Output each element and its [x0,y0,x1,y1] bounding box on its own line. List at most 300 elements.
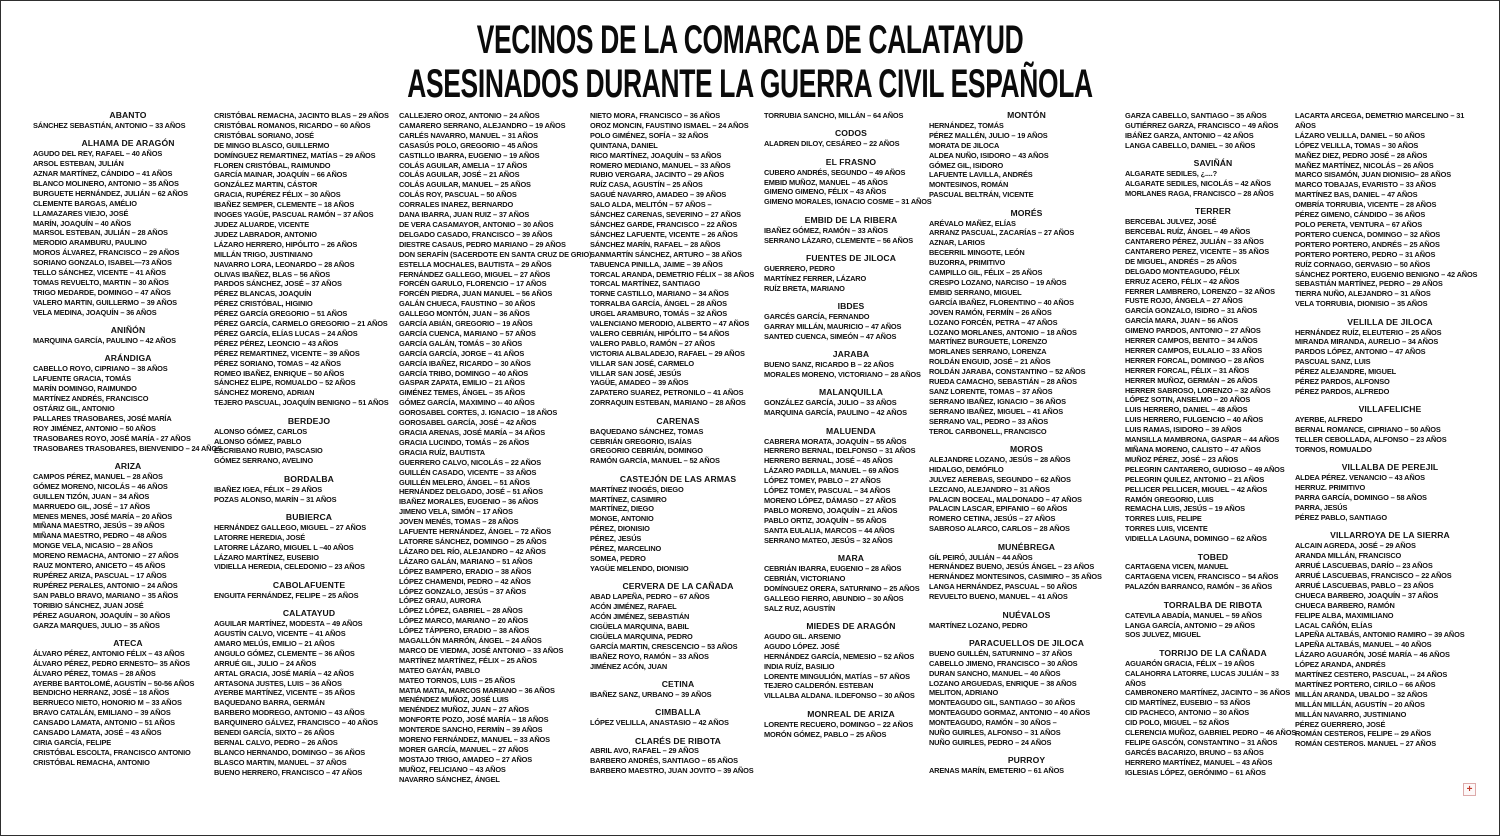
victim-entry: GUTIÉRREZ GARZA, FRANCISCO – 49 AÑOS [1125,120,1279,130]
victim-entry: IBAÑEZ MORALES, EUGENIO – 36 AÑOS [399,497,539,507]
victim-entry: CANTARERO PEREZ, VICENTE – 35 AÑOS [1125,246,1269,256]
victim-entry: GONZÁLEZ MARTIN, CÁSTOR [214,180,318,190]
victim-entry: MORALES MORENO, VICTORIANO – 28 AÑOS [764,370,921,380]
victim-entry: CAMPOS PÉREZ, MANUEL – 28 AÑOS [33,471,163,481]
victim-entry: LAFUENTE GRACIA, TOMÁS [33,374,131,384]
victim-entry: MIÑANA MORENO, CALISTO – 47 AÑOS [1125,445,1261,454]
victim-entry: GARCÍA TRIBO, DOMINGO – 40 AÑOS [399,368,529,378]
victim-entry: LATORRE HEREDIA, JOSÉ [214,532,306,542]
victim-entry: ROLDÁN ENGUID, JOSÉ – 21 AÑOS [929,357,1051,367]
victim-entry: JULVEZ AEREBAS, SEGUNDO – 62 AÑOS [929,474,1071,484]
victim-entry: RUÍZ BRETA, MARIANO [764,283,845,293]
victim-entry: SANMARTÍN SÁNCHEZ, ARTURO – 38 AÑOS [590,249,742,259]
victim-entry: IBAÑEZ SEMPER, CLEMENTE – 18 AÑOS [214,200,355,210]
victim-entry: MERODIO ARAMBURU, PAULINO [33,238,147,248]
victim-entry: GUERRERO, PEDRO [764,263,835,273]
victim-entry: SANTED CUENCA, SIMEÓN – 47 AÑOS [764,331,897,341]
victim-entry: GARCÍA CUENCA, MARIANO – 57 AÑOS [399,328,536,338]
victim-entry: VALENCIANO MERODIO, ALBERTO – 47 AÑOS [590,319,750,329]
column-8 [1295,111,1485,749]
victim-entry: ALADREN DILOY, CESÁREO – 22 AÑOS [764,139,900,149]
victim-entry: GRACIA LUCINDO, TOMÁS – 26 AÑOS [399,437,530,447]
victim-entry: CEBRIÁN IBARRA, EUGENIO – 28 AÑOS [764,563,902,573]
victim-entry: HERRER MUÑOZ, GERMÁN – 26 AÑOS [1125,375,1258,385]
victim-entry: MONGE VELA, NICASIO – 28 AÑOS [33,541,153,551]
victim-entry: CEBRIÁN, VICTORIANO [764,573,846,583]
column-7 [1125,111,1301,778]
victim-entry: PORTERO PORTERO, ANDRÉS – 25 AÑOS [1295,239,1440,249]
victim-entry: LUIS HERRERO, FULGENCIO – 40 AÑOS [1125,415,1264,425]
victim-entry: ROMEO IBAÑEZ, ENRIQUE – 50 AÑOS [214,368,345,378]
victim-entry: MARTÍNEZ, CASIMIRO [590,494,667,504]
victim-entry: ACÓN JIMÉNEZ, RAFAEL [590,602,677,612]
victim-entry: FLOREN CRISTÓBAL, RAIMUNDO [214,160,331,170]
victim-entry: GARCÍA GARCÍA, JORGE – 41 AÑOS [399,348,525,358]
victim-entry: TEJERO CALDERÓN. ESTEBAN [764,681,874,691]
victim-entry: GÓMEZ GARCÍA, MAXIMINO -- 40 AÑOS [399,398,535,408]
victim-entry: PÉREZ SORIANO, TOMAS – 42 AÑOS [214,358,341,368]
town-header: BUBIERCA [285,511,333,522]
victim-entry: GARCÍA MARA, JUAN – 56 AÑOS [1125,316,1238,326]
town-header: BERDEJO [287,415,331,426]
town-header: VILLARROYA DE LA SIERRA [1330,530,1450,541]
victim-entry: MARTÍNEZ BURGUETE, LORENZO [929,337,1048,347]
victim-entry: MARTÍNEZ BAS, DANIEL – 47 AÑOS [1295,190,1418,200]
victim-entry: GRACIA ARENAS, JOSÉ MARÍA – 34 AÑOS [399,428,546,437]
victim-entry: RAUZ MONTERO, ANICETO – 45 AÑOS [33,561,166,571]
victim-entry: MARTÍNEZ FERRER, LÁZARO [764,273,867,283]
victim-entry: CARLÉS NAVARRO, MANUEL – 31 AÑOS [399,130,539,140]
victim-entry: NUÑO GUIRLES, PEDRO – 24 AÑOS [929,737,1052,747]
victim-entry: LÁZARO AGUARÓN, JOSÉ MARÍA – 46 AÑOS [1295,650,1450,660]
victim-entry: CARTAGENA VICEN, MANUEL [1125,562,1229,572]
victim-entry: DANA IBARRA, JUAN RUIZ – 37 AÑOS [399,210,530,220]
victim-entry: ÁLVARO PÉREZ, TOMAS – 28 AÑOS [33,668,156,678]
victim-entry: HERNÁNDEZ DELGADO, JOSÉ – 51 AÑOS [399,487,543,497]
victim-entry: CRISTÓBAL REMACHA, JACINTO BLAS – 29 AÑOS [214,111,389,120]
victim-entry: RICO MARTÍNEZ, JOAQUÍN – 53 AÑOS [590,150,722,160]
victim-entry: EMBID MUÑOZ, MANUEL – 45 AÑOS [764,177,888,187]
column-2 [214,111,404,778]
victim-entry: AYERBE MARTÍNEZ, VICENTE – 35 AÑOS [214,688,355,698]
victim-entry: LAPEÑA ALTABÁS, MANUEL – 40 AÑOS [1295,640,1432,650]
victim-entry: SÁNCHEZ MORENO, ADRIAN [214,388,315,398]
victim-entry: DE MINGO BLASCO, GUILLERMO [214,140,330,150]
victim-entry: ABAD LAPEÑA, PEDRO – 67 AÑOS [590,592,710,602]
victim-entry: PORTERO PORTERO, PEDRO – 31 AÑOS [1295,249,1436,259]
victim-entry: TRIGO MEDARDE, DOMINGO – 47 AÑOS [33,287,171,297]
victim-entry: TOMAS REVUELTO, MARTIN – 30 AÑOS [33,278,169,287]
victim-entry: GREGORIO CEBRIÁN, DOMINGO [590,446,703,456]
victim-entry: MIÑANA MAESTRO, JESÚS – 39 AÑOS [33,521,165,531]
victim-entry: AGUDO DEL REY, RAFAEL – 40 AÑOS [33,149,163,159]
victim-entry: RAMÓN GREGORIO, LUIS [1125,494,1214,504]
victim-entry: BERCEBAL JULVEZ, JOSÉ [1125,217,1217,227]
victim-entry: JIMENO VELA, SIMÓN – 17 AÑOS [399,507,513,517]
victim-entry: ALGARATE SEDILES, ¿....? [1125,169,1217,179]
page-title-line-1: VECINOS DE LA COMARCA DE CALATAYUD [476,18,1024,62]
victim-entry: CID POLO, MIGUEL – 52 AÑOS [1125,718,1230,728]
victim-entry: HERRER CAMPOS, BENITO – 34 AÑOS [1125,336,1258,346]
victim-entry: URGEL ARAMBURO, TOMÁS – 32 AÑOS [590,309,728,319]
victim-entry: MARÍN, JOAQUÍN – 40 AÑOS [33,218,131,228]
victim-entry: FORCÉN GARULO, FLORENCIO – 17 AÑOS [399,279,547,289]
victim-entry: ABRIL AVO, RAFAEL – 29 AÑOS [590,746,699,756]
victim-entry: AZNAR, LARIOS [929,238,985,248]
town-header: CALATAYUD [282,608,336,619]
victim-entry: GARRAY MILLÁN, MAURICIO – 47 AÑOS [764,321,902,331]
victim-entry: POZAS ALONSO, MARÍN – 31 AÑOS [214,494,337,504]
victim-entry: ANGULO GÓMEZ, CLEMENTE – 36 AÑOS [214,648,355,658]
victim-entry: AGUSTÍN CALVO, VICENTE – 41 AÑOS [214,629,346,638]
victim-entry: LÓPEZ VELILLA, ANASTASIO – 42 AÑOS [590,718,729,728]
victim-entry: PALACIN LASCAR, EPIFANIO – 60 AÑOS [929,504,1068,514]
victim-entry: PÉREZ GARCÍA GREGORIO – 51 AÑOS [214,309,348,319]
victim-entry: LÓPEZ TOMEY, PABLO – 27 AÑOS [764,476,881,486]
victim-entry: VELA TORRUBIA, DIONISIO – 35 AÑOS [1295,299,1428,309]
victim-entry: CHUECA BARBERO, RAMÓN [1295,600,1395,610]
town-header: JARABA [832,349,870,360]
victim-entry: CHUECA BARBERO, JOAQUÍN – 37 AÑOS [1295,590,1439,600]
victim-entry: LÁZARO VELILLA, DANIEL – 50 AÑOS [1295,130,1425,140]
victim-entry: LÓPEZ ARANDA, ANDRÉS [1295,660,1386,670]
victim-entry: MARQUINA GARCÍA, PAULINO – 42 AÑOS [33,336,176,346]
missing-image-placeholder-icon[interactable] [1463,783,1476,796]
victim-entry: VILLAR SAN JOSÉ, JESÚS [590,368,682,378]
victim-entry: PÉREZ PÉREZ, LEONCIO – 43 AÑOS [214,338,339,348]
victim-entry: OMBRÍA TORRUBIA, VICENTE – 28 AÑOS [1295,200,1437,210]
victim-entry: LOZANO MORLANES, ANTONIO – 18 AÑOS [929,327,1077,337]
town-header: PURROY [1007,755,1046,766]
victim-entry: HERNÁNDEZ, TOMÁS [929,120,1004,130]
victim-entry: ROMÁN CESTEROS, FELIPE -- 29 AÑOS [1295,729,1432,739]
victim-entry: MENES MENES, JOSÉ MARÍA – 20 AÑOS [33,511,173,521]
victim-entry: CANTARERO PÉREZ, JULIÁN – 33 AÑOS [1125,236,1264,246]
town-header: CARENAS [656,415,700,426]
victim-entry: LÓPEZ SOTIN, ANSELMO – 20 AÑOS [1125,395,1251,405]
victim-entry: GRACIA, RUPÉREZ FÉLIX – 30 AÑOS [214,190,341,200]
victim-entry: ALDEA PÉREZ. VENANCIO – 43 AÑOS [1295,473,1425,483]
victim-entry: GALLEGO MONTÓN, JUAN – 36 AÑOS [399,309,530,319]
victim-entry: GARCÍA MAINAR, JOAQUÍN – 66 AÑOS [214,170,348,180]
victim-entry: HERNÁNDEZ GALLEGO, MIGUEL – 27 AÑOS [214,522,367,532]
victim-entry: MORENO LÓPEZ, DÁMASO – 27 AÑOS [764,496,896,505]
victim-entry: LAPEÑA ALTABÁS, ANTONIO RAMIRO – 39 AÑOS [1295,630,1465,640]
victim-entry: ZORRAQUIN ESTEBAN, MARIANO – 28 AÑOS [590,398,746,408]
victim-entry: OLIVAS IBAÑEZ, BLAS – 56 AÑOS [214,269,330,279]
victim-entry: DURAN SANCHO, MANUEL – 40 AÑOS [929,668,1061,678]
victim-entry: TORCAL MARTÍNEZ, SANTIAGO [590,279,701,289]
victim-entry: LOZANO FORCÉN, PETRA – 47 AÑOS [929,317,1058,327]
victim-entry: ARANDA MILLÁN, FRANCISCO [1295,551,1402,561]
victim-entry: GARCÍA MARTIN, CRESCENCIO – 53 AÑOS [590,641,738,651]
victim-entry: LANGA GARCÍA, ANTONIO – 29 AÑOS [1125,620,1255,630]
victim-entry: GÓMEZ SERRANO, AVELINO [214,456,313,466]
victim-entry: LÓPEZ CHAMENDI, PEDRO – 42 AÑOS [399,576,531,586]
victim-entry: LÓPEZ GRAU, AURORA [399,596,482,606]
victim-entry: CABRERA MORATA, JOAQUÍN – 55 AÑOS [764,436,907,446]
victim-entry: JOVEN MENÉS, TOMAS – 28 AÑOS [399,517,519,527]
victim-entry: CLERENCIA MUÑOZ, GABRIEL PEDRO – 46 AÑOS [1125,728,1297,738]
victim-entry: DON SERAFÍN (SACERDOTE EN SANTA CRUZ DE GRIO) [399,249,592,259]
victim-entry: GARZA MARQUES, JULIO – 35 AÑOS [33,620,160,630]
town-header: MALUENDA [826,425,876,436]
town-header: TOBED [1197,551,1229,562]
victim-entry: GARCÍA GONZALO, ISIDRO – 31 AÑOS [1125,306,1258,316]
victim-entry: NAVARRO SÁNCHEZ, ÁNGEL [399,774,500,784]
victim-entry: TORNOS, ROMUALDO [1295,445,1372,454]
column-1 [33,111,223,768]
victim-entry: CORRALES INAREZ, BERNARDO [399,200,514,210]
victim-entry: DOMÍNGUEZ REMARTINEZ, MATÍAS – 29 AÑOS [214,150,376,160]
victim-entry: CALLEJERO OROZ, ANTONIO – 24 AÑOS [399,111,540,120]
victim-entry: PÉREZ AGUARON, JOAQUÍN – 30 AÑOS [33,610,171,620]
victim-entry: MARÍN DOMINGO, RAIMUNDO [33,384,137,394]
victim-entry: ACÓN JIMÉNEZ, SEBASTIÁN [590,612,690,621]
victim-entry: COLÁS AGUILAR, AMELIA – 17 AÑOS [399,160,528,170]
victim-entry: LATORRE SÁNCHEZ, DOMINGO – 25 AÑOS [399,536,547,546]
town-header: CETINA [661,678,695,689]
victim-entry: ESTELLA MOCHALES, BAUTISTA – 29 AÑOS [399,259,552,269]
victim-entry: MONGE, ANTONIO [590,514,654,524]
victim-entry: HERRER CAMPOS, EULALIO – 33 AÑOS [1125,345,1263,355]
town-header: CASTEJÓN DE LAS ARMAS [619,473,737,484]
victim-entry: COLÁS ROY, PASCUAL – 50 AÑOS [399,190,517,200]
victim-entry: CASASÚS POLO, GREGORIO – 45 AÑOS [399,140,538,150]
victim-entry: VILLAR SAN JOSÉ, CARMELO [590,358,694,368]
victim-entry: DE MIGUEL, ANDRÉS – 25 AÑOS [1125,256,1237,266]
victim-entry: BAQUEDANO BARRA, GERMÁN [214,698,325,708]
victim-entry: RAMÓN GARCÍA, MANUEL – 52 AÑOS [590,456,720,466]
victim-entry: PABLO MORENO, JOAQUÍN – 21 AÑOS [764,505,898,515]
victim-entry: CIGÜELA MARQUINA, BABIL [590,621,689,631]
victim-entry: LUIS RAMAS, ISIDORO – 39 AÑOS [1125,425,1242,435]
victim-entry: VICTORIA ALBALADEJO, RAFAEL – 29 AÑOS [590,348,745,358]
victim-entry: BURGUETE HERNÁNDEZ, JULIÁN – 62 AÑOS [33,188,188,198]
victim-entry: MARQUINA GARCÍA, PAULINO – 42 AÑOS [764,408,907,418]
town-header: MONREAL DE ARIZA [807,708,895,719]
page-title-line-2: ASESINADOS DURANTE LA GUERRA CIVIL ESPAÑOLA [407,62,1093,106]
town-header: ARÁNDIGA [104,353,152,364]
victim-entry: TIERRA NUÑO, ALEJANDRO – 31 AÑOS [1295,289,1431,299]
victim-entry: TELLER CEBOLLADA, ALFONSO – 23 AÑOS [1295,435,1447,445]
victim-entry: CALAHORRA LATORRE, LUCAS JULIÁN – 33 AÑOS [1125,668,1279,688]
victim-entry: GUILLÉN MELERO, ÁNGEL – 51 AÑOS [399,477,530,487]
victim-entry: SÁNCHEZ GARDE, FRANCISCO – 22 AÑOS [590,219,737,229]
victim-entry: MORENO REMACHA, ANTONIO – 27 AÑOS [33,551,179,561]
town-header: FUENTES DE JILOCA [805,252,897,263]
victim-entry: MORLANES RAGA, FRANCISCO – 28 AÑOS [1125,188,1274,198]
column-3 [399,111,603,785]
victim-entry: MUÑOZ, FELICIANO – 43 AÑOS [399,764,506,774]
victim-entry: PARRA GARCÍA, DOMINGO – 58 AÑOS [1295,493,1427,503]
victim-entry: GALÁN CHUECA, FAUSTINO – 30 AÑOS [399,299,536,309]
victim-entry: GARCÉS GARCÍA, FERNANDO [764,312,870,321]
victim-entry: CASTILLO IBARRA, EUGENIO – 19 AÑOS [399,150,540,160]
victim-entry: BENEDI GARCÍA, SIXTO – 26 AÑOS [214,728,335,738]
victim-entry: CRISTÓBAL SORIANO, JOSÉ [214,130,314,140]
victim-entry: LAFUENTE HERNÁNDEZ, ÁNGEL – 72 AÑOS [399,527,552,537]
town-header: BORDALBA [284,473,334,484]
victim-entry: QUINTANA, DANIEL [590,140,658,150]
victim-entry: MARTÍNEZ PORTERO, CIRILO – 66 AÑOS [1295,679,1436,689]
victim-entry: PÉREZ CRISTÓBAL, HIGINIO [214,299,313,309]
victim-entry: DELGADO MONTEAGUDO, FÉLIX [1125,266,1240,276]
victim-entry: BERRUECO NIETO, HONORIO M – 33 AÑOS [33,698,182,708]
victim-entry: CIGÜELA MARQUINA, PEDRO [590,631,693,641]
victim-entry: ARENAS MARÍN, EMETERIO – 61 AÑOS [929,766,1064,776]
victim-entry: REMACHA LUIS, JESÚS – 19 AÑOS [1125,504,1245,514]
victim-entry: HERRERO BERNAL, IDELFONSO – 31 AÑOS [764,446,916,456]
victim-entry: PASCUAL BELTRÁN, VICENTE [929,190,1034,200]
victim-entry: GUILLÉN CASADO, VICENTE – 33 AÑOS [399,467,537,477]
victim-entry: GARCÍA IBAÑEZ, FLORENTINO – 40 AÑOS [929,297,1074,307]
victim-entry: LANGA CABELLO, DANIEL – 30 AÑOS [1125,140,1256,150]
victim-entry: MELITON, ADRIANO [929,688,999,698]
town-header: EMBID DE LA RIBERA [804,214,898,225]
town-header: PARACUELLOS DE JILOCA [968,637,1085,648]
victim-entry: ZAPATERO SUAREZ, PETRONILO – 41 AÑOS [590,388,744,398]
town-header: ALHAMA DE ARAGÓN [81,138,175,149]
page-title [0,18,1500,106]
victim-entry: AGUDO GIL. ARSENIO [764,631,841,641]
victim-entry: SÁNCHEZ PORTERO, EUGENIO BENIGNO – 42 AÑOS [1295,269,1478,279]
victim-entry: BERCEBAL RUÍZ, ÁNGEL – 49 AÑOS [1125,227,1251,237]
town-header: ABANTO [109,110,147,120]
victim-entry: PÉREZ MALLÉN, JULIO – 19 AÑOS [929,130,1048,140]
victim-entry: NUÑO GUIRLES, ALFONSO – 31 AÑOS [929,728,1061,738]
victim-entry: CRISTÓBAL ROMANOS, RICARDO – 60 AÑOS [214,120,371,130]
victim-entry: LANGA HERNÁNDEZ, PASCUAL – 50 AÑOS [929,582,1078,592]
victim-entry: ERRUZ ACERO, FÉLIX – 42 AÑOS [1125,276,1240,286]
victim-entry: MATEO TORNOS, LUIS – 25 AÑOS [399,675,515,685]
victim-entry: MARTÍNEZ MARTÍNEZ, FÉLIX – 25 AÑOS [399,655,537,665]
victim-entry: CIRIA GARCÍA, FELIPE [33,737,112,747]
victim-entry: CRESPO LOZANO, NARCISO – 19 AÑOS [929,278,1067,287]
victim-entry: FERNÁNDEZ GALLEGO, MIGUEL – 27 AÑOS [399,269,551,279]
town-header: VELILLA DE JILOCA [1347,316,1433,327]
victim-entry: SANTA EULALIA, MARCOS – 44 AÑOS [764,525,895,535]
victim-entry: MONTEAGUDO GORMAZ, ANTONIO – 40 AÑOS [929,708,1091,718]
victim-entry: MARRUEDO GIL, JOSÉ – 17 AÑOS [33,501,151,511]
victim-entry: TORRES LUIS, VICENTE [1125,524,1208,534]
victim-entry: AGUDO LÓPEZ. JOSÉ [764,641,840,651]
victim-entry: VALERO MARTIN, GUILLERMO – 39 AÑOS [33,297,177,307]
victim-entry: SOMEA, PEDRO [590,553,646,563]
victim-entry: IGLESIAS LÓPEZ, GERÓNIMO – 61 AÑOS [1125,767,1266,777]
victim-entry: IBAÑEZ IGEA, FÉLIX – 29 AÑOS [214,484,323,494]
victim-entry: GUILLEN TIZÓN, JUAN – 34 AÑOS [33,491,150,501]
victim-entry: JUDEZ LABRADOR, ANTONIO [214,229,317,239]
victim-entry: BECERRIL MINGOTE, LEÓN [929,248,1025,258]
victim-entry: MARTÍNEZ, DIEGO [590,504,654,514]
victim-entry: YAGÜE MELENDO, DIONISIO [590,563,689,573]
victim-entry: PELEGRIN QUILEZ, ANTONIO – 21 AÑOS [1125,474,1265,484]
victim-entry: MARSOL ESTEBAN, JULIÁN – 28 AÑOS [33,228,168,238]
victim-entry: MORLANES SERRANO, LORENZA [929,347,1047,357]
victim-entry: HERRER FORCAL, FÉLIX – 31 AÑOS [1125,365,1250,375]
victim-entry: LUIS HERRERO, DANIEL – 48 AÑOS [1125,405,1248,415]
victim-entry: ROMERO MEDIANO, MANUEL – 33 AÑOS [590,160,731,170]
victim-entry: TORRUBIA SANCHO, MILLÁN – 64 AÑOS [764,111,904,120]
victim-entry: MAÑEZ MARTÍNEZ, NICOLÁS – 26 AÑOS [1295,160,1434,170]
victim-entry: MARCO TOBAJAS, EVARISTO – 33 AÑOS [1295,180,1436,190]
victim-entry: ROLDÁN JARABA, CONSTANTINO – 52 AÑOS [929,367,1086,377]
town-header: CLARÉS DE RIBOTA [635,735,721,746]
plus-glyph: + [1466,783,1473,795]
victim-entry: MORATA DE JILOCA [929,140,1000,150]
victim-entry: HERRUZ. PRIMITIVO [1295,483,1366,493]
victim-entry: DIESTRE CASAUS, PEDRO MARIANO – 29 AÑOS [399,239,566,249]
victim-entry: TELLO SÁNCHEZ, VICENTE – 41 AÑOS [33,268,166,278]
town-header: ATECA [113,637,143,648]
victim-entry: FELIPE GASCÓN, CONSTANTINO – 31 AÑOS [1125,737,1278,747]
victim-entry: GÓMEZ GIL, ISIDORO [929,160,1004,170]
column-4 [590,111,766,776]
victim-entry: HERRERO MARTÍNEZ, MANUEL – 43 AÑOS [1125,757,1273,767]
victim-entry: ROY JIMÉNEZ, ANTONIO – 50 AÑOS [33,423,156,433]
victim-entry: MORÓN GÓMEZ, PABLO – 25 AÑOS [764,729,887,739]
victim-entry: BENDICHO HERRANZ, JOSÉ – 18 AÑOS [33,688,170,698]
victim-entry: CUBERO ANDRÉS, SEGUNDO – 49 AÑOS [764,167,906,177]
victim-entry: GÓMEZ MORENO, NICOLÁS – 46 AÑOS [33,481,168,491]
victim-entry: PALAZÓN BARRANCO, RAMÓN – 36 AÑOS [1125,582,1272,592]
victim-entry: HERNÁNDEZ MONTESINOS, CASIMIRO – 35 AÑOS [929,572,1102,582]
victim-entry: LATORRE LÁZARO, MIGUEL L –40 AÑOS [214,542,354,552]
victim-entry: SALO ALDA, MELITÓN – 57 AÑOS – [590,200,712,210]
victim-entry: IBÁÑEZ GARZA, ANTONIO – 42 AÑOS [1125,130,1254,140]
victim-entry: FUSTE ROJO, ÁNGELA – 27 AÑOS [1125,296,1243,306]
victim-entry: SABROSO ALARCO, CARLOS – 28 AÑOS [929,524,1070,534]
victim-entry: IBAÑEZ ROYO, RAMÓN – 33 AÑOS [590,651,709,661]
victim-entry: HERNÁNDEZ BUENO, JESÚS ÁNGEL – 23 AÑOS [929,562,1095,572]
victim-entry: GOROSABEL GARCÍA, JOSÉ – 42 AÑOS [399,418,537,428]
victim-entry: PASCUAL SANZ, LUIS [1295,357,1371,367]
victim-entry: MATEO GAYÁN, PABLO [399,665,480,675]
victim-entry: PÉREZ GIMENO, CÁNDIDO – 36 AÑOS [1295,210,1426,220]
victim-entry: CABELLO ROYO, CIPRIANO – 38 AÑOS [33,364,168,374]
victim-entry: ARRUÉ LASCUEBAS, FRANCISCO – 22 AÑOS [1295,570,1452,580]
victim-entry: COLÁS AGUILAR, MANUEL – 25 AÑOS [399,180,531,190]
victim-entry: BARBERO MAESTRO, JUAN JOVITO – 39 AÑOS [590,766,754,776]
victim-entry: MAÑEZ DIEZ, PEDRO JOSÉ – 28 AÑOS [1295,150,1428,160]
victim-entry: ALONSO GÓMEZ, PABLO [214,436,302,446]
victim-entry: MILLÁN NAVARRO, JUSTINIANO [1295,709,1407,719]
victim-entry: JIMÉNEZ ACÓN, JUAN [590,661,668,671]
victim-entry: PALLARES TRASOBARES, JOSÉ MARÍA [33,413,172,423]
victim-entry: GARCÍA IBAÑEZ, RICARDO – 30 AÑOS [399,358,531,368]
victim-entry: BUENO GUILLÉN, SATURNINO – 37 AÑOS [929,648,1073,658]
victim-entry: CAMPILLO GIL, FÉLIX – 25 AÑOS [929,268,1043,278]
victim-entry: PARRA, JESÚS [1295,503,1348,513]
victim-entry: BRAVO CATALÁN, EMILIANO – 39 AÑOS [33,708,171,718]
victim-entry: MONFORTE POZO, JOSÉ MARÍA – 18 AÑOS [399,715,549,725]
victim-entry: BUZORRA, PRIMITIVO [929,258,1006,268]
town-header: SAVIÑÁN [1193,158,1233,169]
town-header: ARIZA [114,461,142,471]
victim-entry: GOROSABEL CORTES, J. IGNACIO – 18 AÑOS [399,408,558,418]
victim-entry: DE VERA CASAMAYOR, ANTONIO – 30 AÑOS [399,219,554,229]
column-5 [764,111,938,739]
victim-entry: RUPÉREZ ARIZA, PASCUAL – 17 AÑOS [33,570,167,580]
victim-entry: GIMENO PARDOS, ANTONIO – 27 AÑOS [1125,326,1261,336]
victim-entry: TORIBIO SÁNCHEZ, JUAN JOSÉ [33,600,144,610]
victim-entry: SERRANO VAL, PEDRO – 33 AÑOS [929,416,1049,426]
town-header: MOROS [1010,444,1043,454]
victim-entry: LEZCANO, ALEJANDRO – 31 AÑOS [929,484,1050,494]
victim-entry: OROZ MONCIN, FAUSTINO ISMAEL – 24 AÑOS [590,120,749,130]
victim-entry: VIDIELLA LAGUNA, DOMINGO – 62 AÑOS [1125,534,1267,544]
